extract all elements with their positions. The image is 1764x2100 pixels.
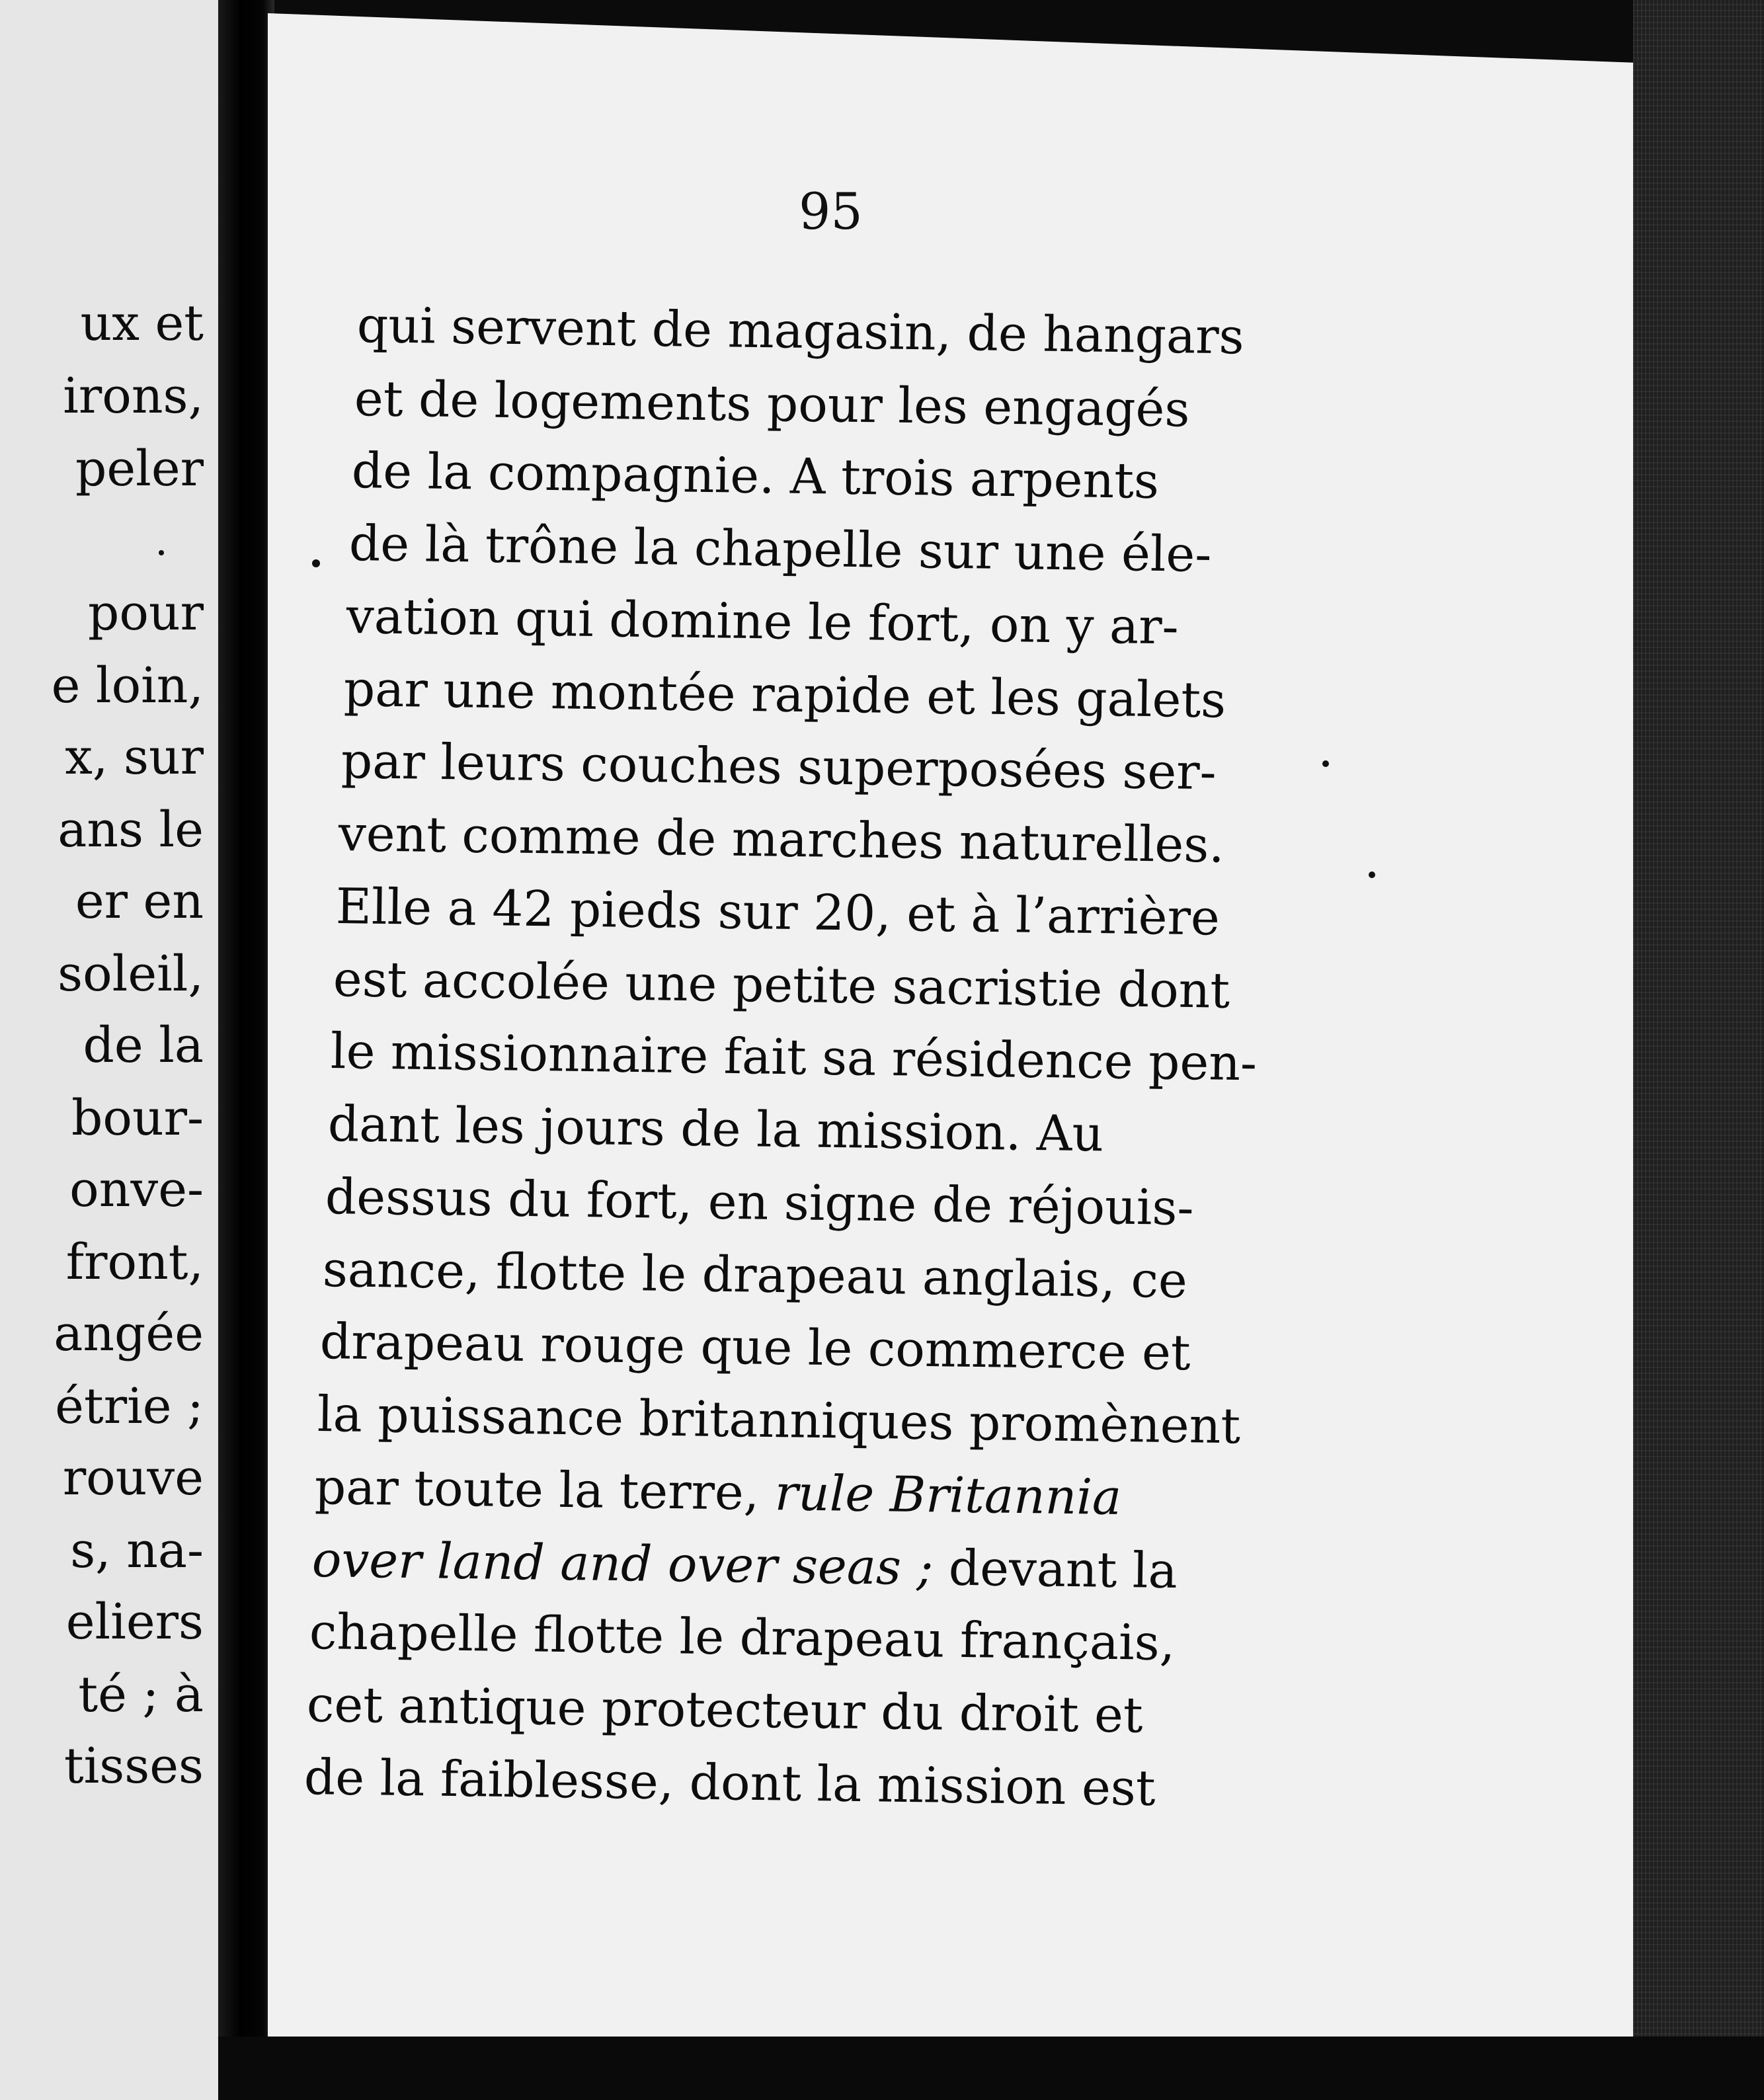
left-page-line: peler [75,440,204,497]
body-text-line: la puissance britanniques promènent [317,1386,1241,1455]
left-page-line: e loin, [51,657,204,714]
body-text-line: Elle a 42 pieds sur 20, et à l’arrière [335,878,1221,947]
body-text-line: de la faiblesse, dont la mission est [303,1749,1156,1817]
left-page-line: angée [54,1305,204,1362]
body-text-line: par une montée rapide et les galets [343,661,1226,729]
body-text-line: le missionnaire fait sa résidence pen- [330,1023,1258,1092]
left-page-line: front, [65,1234,204,1291]
bottom-edge-shadow [218,2037,1764,2100]
left-page-line: pour [88,585,204,641]
italic-text-span: rule Britannia [774,1465,1122,1526]
left-page-fragment [0,0,218,2100]
left-page-line: onve- [69,1161,204,1218]
left-page-line: soleil, [58,946,204,1002]
left-page-line: étrie ; [55,1378,204,1435]
body-text-line: de là trône la chapelle sur une éle- [348,515,1212,584]
left-page-line: tisses [63,1738,204,1795]
left-page-line: s, na- [70,1522,204,1579]
italic-text-span: over land and over seas ; [311,1531,934,1597]
body-text-span: devant la [948,1539,1178,1600]
left-page-line: x, sur [65,729,204,786]
left-page-line: eliers [65,1594,204,1650]
body-text-line: drapeau rouge que le commerce et [319,1313,1191,1382]
page-number: 95 [799,182,863,241]
body-text-line [314,1459,1122,1526]
page-edge-binding [1633,0,1764,2100]
left-page-line: ans le [58,801,204,858]
body-text-line: et de logements pour les engagés [354,370,1190,438]
left-page-line: rouve [62,1449,204,1506]
body-text-line: vent comme de marches naturelles. [338,805,1225,874]
ink-speck [1322,760,1329,767]
body-text-line: par leurs couches superposées ser- [341,733,1217,801]
ink-speck [312,559,320,567]
body-text-line: est accolée une petite sacristie dont [333,951,1230,1020]
body-text-line: dessus du fort, en signe de réjouis- [325,1168,1194,1237]
body-text-span: par toute la terre, [314,1459,760,1521]
body-text-line [311,1531,1178,1600]
body-text-line: de la compagnie. A trois arpents [351,442,1160,510]
left-page-line: de la [83,1017,204,1074]
body-text-line: sance, flotte le drapeau anglais, ce [322,1241,1188,1310]
left-page-line: té ; à [78,1666,204,1723]
left-page-line: bour- [71,1090,204,1147]
left-page-line: er en [75,873,204,930]
body-text-line: dant les jours de la mission. Au [327,1096,1104,1163]
book-gutter [218,0,274,2100]
body-text-line: chapelle flotte le drapeau français, [309,1603,1176,1672]
left-page-line: ux et [80,295,204,352]
ink-speck [1369,871,1375,878]
body-text-line: cet antique protecteur du droit et [306,1676,1144,1744]
body-text-line: vation qui domine le fort, on y ar- [346,588,1180,656]
body-text-line: qui servent de magasin, de hangars [356,297,1245,366]
left-page-line: irons, [63,368,204,424]
ink-speck [159,550,164,555]
